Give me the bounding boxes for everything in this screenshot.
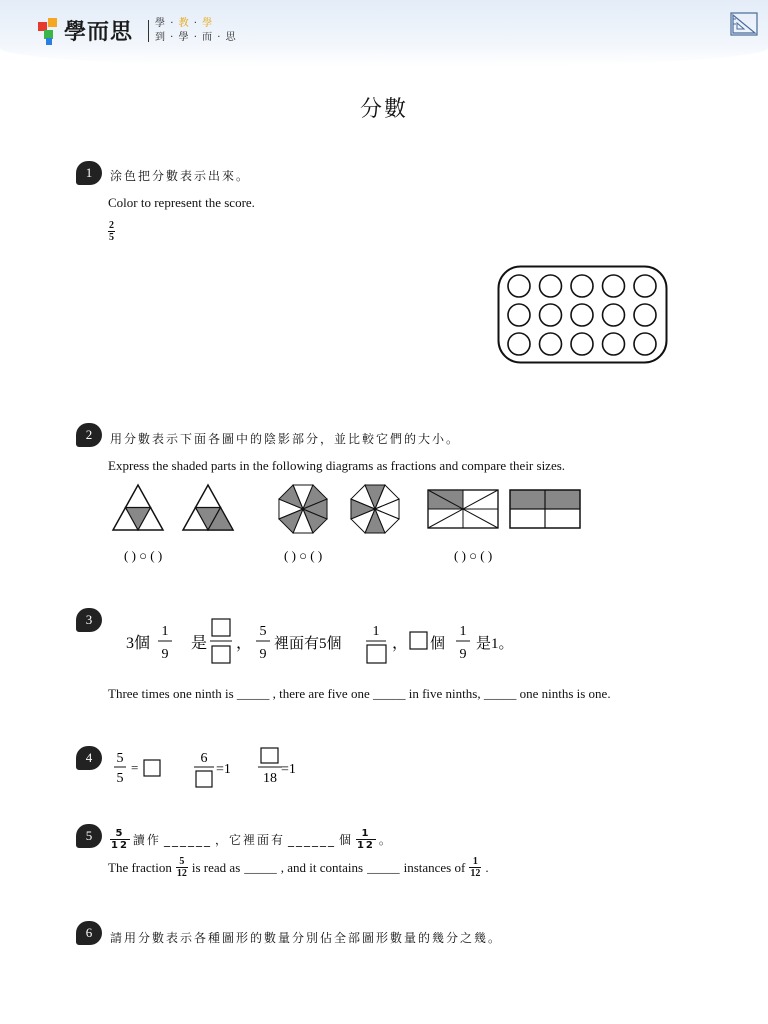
svg-text:，: ， [392, 635, 409, 652]
svg-text:18: 18 [263, 771, 277, 786]
brand-divider [148, 20, 149, 42]
q1-chinese-text: 涂色把分數表示出來。 [110, 169, 251, 183]
logo-icon [36, 16, 62, 46]
slogan-line-1: 學 · 教 · 學 [155, 18, 214, 29]
circle-shape[interactable] [603, 275, 625, 297]
octagon-slice [365, 509, 385, 533]
circle-shape[interactable] [540, 275, 562, 297]
brand-name: 學而思 [64, 20, 134, 45]
question-number-6: 6 [76, 921, 102, 945]
q1-fraction: $\frac{2}{5}$ [109, 220, 114, 243]
page-header [0, 0, 768, 66]
circle-shape[interactable] [571, 304, 593, 326]
circle-shape[interactable] [508, 333, 530, 355]
svg-text:9: 9 [259, 647, 267, 662]
q5-english-text: The fraction $\frac{5}{12}$ is read as _____ , and it contains _____ instances of $\frac{1}{12}$ . [108, 856, 489, 879]
svg-text:5: 5 [116, 751, 124, 766]
fraction-1-12: $\frac{1}{12}$ [356, 828, 375, 851]
q1-english-text: Color to represent the score. [108, 195, 255, 210]
rectangle-diagram-1 [428, 490, 498, 528]
q2-english-text: Express the shaded parts in the following diagrams as fractions and compare their sizes. [108, 458, 566, 473]
svg-text:6: 6 [200, 751, 208, 766]
ruler-triangle-icon [728, 10, 760, 38]
circle-shape[interactable] [540, 333, 562, 355]
circle-shape[interactable] [540, 304, 562, 326]
circle-shape[interactable] [508, 304, 530, 326]
svg-text:=: = [131, 760, 139, 775]
question-number-5: 5 [76, 824, 102, 848]
octagon-diagram-1 [279, 485, 327, 533]
circle-shape[interactable] [603, 333, 625, 355]
q4-equations [108, 744, 318, 790]
compare-blank-2: ( ) ○ ( ) [284, 548, 323, 563]
triangle-diagram-1 [113, 485, 163, 530]
octagon-slice [279, 509, 303, 533]
octagon-slice [375, 499, 399, 519]
q2-chinese-text: 用分數表示下面各圖中的陰影部分，並比較它們的大小。 [110, 432, 461, 446]
svg-text:=1: =1 [281, 762, 296, 777]
compare-blank-1: ( ) ○ ( ) [124, 548, 163, 563]
svg-text:1: 1 [161, 624, 169, 639]
question-number-4: 4 [76, 746, 102, 770]
question-number-2: 2 [76, 423, 102, 447]
svg-text:，: ， [236, 635, 253, 652]
svg-text:9: 9 [161, 647, 169, 662]
question-number-3: 3 [76, 608, 102, 632]
octagon-slice [351, 499, 375, 519]
svg-text:5: 5 [116, 771, 124, 786]
question-number-1: 1 [76, 161, 102, 185]
svg-text:3個: 3個 [126, 635, 151, 652]
q1-circles-figure [497, 265, 669, 365]
svg-text:5: 5 [259, 624, 267, 639]
q3-english-text: Three times one ninth is _____ , there are five one _____ in five ninths, _____ one ninths is one. [108, 686, 611, 701]
svg-text:1: 1 [459, 624, 467, 639]
octagon-diagram-2 [351, 485, 399, 533]
page-title: 分數 [359, 97, 408, 122]
q6-chinese-text: 請用分數表示各種圖形的數量分別佔全部圖形數量的幾分之幾。 [110, 931, 503, 945]
octagon-slice [279, 485, 303, 509]
rectangle-diagram-2 [510, 490, 580, 528]
slogan-line-2: 到 · 學 · 而 · 思 [155, 32, 237, 43]
circle-shape[interactable] [634, 333, 656, 355]
svg-text:是: 是 [191, 635, 208, 652]
circle-shape[interactable] [571, 275, 593, 297]
circle-shape[interactable] [634, 304, 656, 326]
svg-text:1: 1 [372, 624, 380, 639]
circle-shape[interactable] [634, 275, 656, 297]
circle-shape[interactable] [571, 333, 593, 355]
svg-text:是1。: 是1。 [476, 636, 514, 652]
circle-shape[interactable] [508, 275, 530, 297]
fraction-5-12: $\frac{5}{12}$ [111, 828, 129, 851]
q3-equation-line [108, 610, 528, 672]
slogan [155, 17, 237, 45]
q5-chinese-text: $\frac{5}{12}$ 讀作 ______ ，它裡面有 ______ 個 $\frac{1}{12}$ 。 [111, 828, 393, 851]
q2-shapes-figure [108, 480, 592, 570]
compare-blank-3: ( ) ○ ( ) [454, 548, 493, 563]
svg-text:裡面有5個: 裡面有5個 [274, 636, 342, 652]
svg-text:個: 個 [430, 636, 446, 652]
circle-shape[interactable] [603, 304, 625, 326]
svg-text:9: 9 [459, 647, 467, 662]
svg-text:=1: =1 [216, 762, 231, 777]
triangle-diagram-2 [183, 485, 233, 530]
octagon-slice [365, 485, 385, 509]
